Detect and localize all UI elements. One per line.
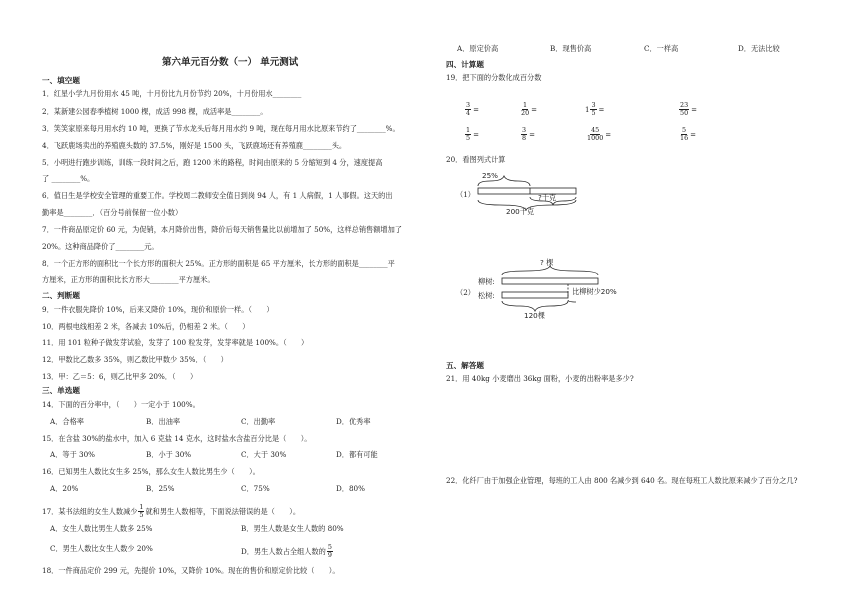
q20-part2-unknown: ? 棵 <box>540 258 554 267</box>
q19-item-4 <box>678 102 697 117</box>
q19-7-den: 1000 <box>587 134 604 142</box>
q19-3-eq: = <box>598 105 605 114</box>
q19-4-num: 23 <box>680 101 689 109</box>
q17-option-d-fraction <box>327 544 333 559</box>
section-calc: 四、计算题 <box>446 60 484 69</box>
q17-option-b: B．男生人数是女生人数的 80% <box>241 524 344 533</box>
q19-item-6 <box>520 127 535 142</box>
q18-option-c: C．一样高 <box>644 44 679 53</box>
q20-part2-total-brace <box>502 301 568 311</box>
question-7-cont: 20%。这种商品降价了________元。 <box>42 242 159 251</box>
q19-item-8 <box>679 127 696 142</box>
question-7: 7．一件商品原定价 60 元，为促销，本月降价出售，降价后每天销售量比以前增加了 50%，这样总销售额增加了 <box>42 225 402 234</box>
question-4: 4．飞跃鹿场卖出的养殖鹿头数的 37.5%，刚好是 1500 头，飞跃鹿场还有养殖鹿________头。 <box>42 141 347 150</box>
q19-8-num: 5 <box>682 126 687 134</box>
question-6: 6．值日生是学校安全管理的重要工作。学校周二教师安全值日到岗 94 人，有 1 人病假，1 人事假。这天的出 <box>42 191 393 200</box>
question-20: 20．看图列式计算 <box>446 155 506 164</box>
q19-3-den: 5 <box>591 109 596 117</box>
q20-part2-row2: 松树: <box>478 291 495 300</box>
question-5-cont: 了 ________%。 <box>42 174 95 183</box>
question-16: 16．已知男生人数比女生多 25%，那么女生人数比男生少（ ）。 <box>42 467 260 476</box>
q18-option-b: B．现售价高 <box>550 44 592 53</box>
section-judge: 二、判断题 <box>42 291 80 300</box>
q14-option-b: B．出油率 <box>146 417 181 426</box>
q19-4-eq: = <box>691 105 698 114</box>
q19-7-num: 45 <box>591 126 600 134</box>
q20-part2-label: （2） <box>456 288 475 297</box>
question-3: 3．笑笑家原来每月用水约 10 吨，更换了节水龙头后每月用水约 9 吨，现在每月用水比原来节约了________%。 <box>42 124 400 133</box>
question-11: 11．用 101 粒种子做发芽试验，发芽了 100 粒发芽，发芽率就是 100%。（ ） <box>42 338 309 347</box>
q15-option-c: C．大于 30% <box>241 450 287 459</box>
q19-2-num: 1 <box>523 101 528 109</box>
q19-6-den: 8 <box>522 134 527 142</box>
q14-option-d: D．优秀率 <box>336 417 371 426</box>
section-answer: 五、解答题 <box>446 361 484 370</box>
question-22: 22．化纤厂由于加强企业管理，每班的工人由 800 名减少到 640 名。现在每班工人数比原来减少了百分之几? <box>446 476 798 485</box>
q20-part1-diagram <box>478 176 576 210</box>
section-single: 三、单选题 <box>42 386 80 395</box>
q17-fraction-denominator: 5 <box>139 511 144 519</box>
question-15: 15．在含盐 30%的盐水中，加入 6 克盐 14 克水，这时盐水含盐百分比是（ ）。 <box>42 434 312 443</box>
question-14: 14．下面的百分率中，（ ）一定小于 100%。 <box>42 400 200 409</box>
question-12: 12．甲数比乙数多 35%，则乙数比甲数少 35%．（ ） <box>42 355 228 364</box>
q14-option-a: A．合格率 <box>50 417 84 426</box>
question-2: 2．某新建公园春季植树 1000 棵，成活 998 棵，成活率是________。 <box>42 107 268 116</box>
q19-item-2 <box>520 102 537 117</box>
q20-part1-label: （1） <box>456 190 475 199</box>
q20-part2-willow-bar <box>502 278 598 284</box>
question-10: 10．两根电线相差 2 米，各减去 10%后，仍相差 2 米。（ ） <box>42 322 250 331</box>
q17-option-d <box>241 544 334 559</box>
q20-part1-pct: 25% <box>482 171 498 180</box>
question-19: 19．把下面的分数化成百分数 <box>446 73 542 82</box>
question-5: 5．小明进行跑步训练，训练一段时间之后，跑 1200 米的路程，时间由原来的 5 分缩短到 4 分，速度提高 <box>42 158 383 167</box>
q18-option-a: A．原定价高 <box>457 44 499 53</box>
q19-5-num: 1 <box>466 126 471 134</box>
q17-fraction-numerator: 1 <box>139 503 144 511</box>
q19-item-3 <box>585 102 604 117</box>
q15-option-d: D．都有可能 <box>336 450 378 459</box>
section-fill: 一、填空题 <box>42 76 80 85</box>
q17-option-c: C．男生人数比女生人数少 20% <box>50 544 153 553</box>
q19-item-5 <box>464 127 479 142</box>
q20-part1-total: 200千克 <box>506 207 535 216</box>
q16-option-b: B．25% <box>146 484 175 493</box>
q19-8-den: 16 <box>680 134 689 142</box>
question-17 <box>42 504 300 519</box>
q19-2-eq: = <box>531 105 538 114</box>
q19-3-whole: 1 <box>585 105 590 114</box>
q20-part2-total: 120棵 <box>524 311 545 320</box>
q16-option-d: D．80% <box>336 484 365 493</box>
question-6-cont: 勤率是________．（百分号前保留一位小数） <box>42 208 183 217</box>
q20-part2-row1: 柳树: <box>478 277 495 286</box>
q19-8-eq: = <box>690 130 697 139</box>
q18-option-d: D．无法比较 <box>738 44 780 53</box>
q17-option-d-denominator: 9 <box>327 551 332 559</box>
q19-2-den: 20 <box>521 109 530 117</box>
q20-part2-compare-hook <box>568 300 576 302</box>
q19-item-7 <box>586 127 611 142</box>
question-8-cont: 方厘米，正方形的面积比长方形大________平方厘米。 <box>42 275 215 284</box>
q19-6-eq: = <box>529 130 535 139</box>
q17-option-d-numerator: 5 <box>327 543 332 551</box>
q19-1-den: 4 <box>466 109 471 117</box>
q19-5-den: 5 <box>466 134 471 142</box>
q17-stem-b: 就和男生人数相等，下面说法错误的是（ ）。 <box>145 507 301 516</box>
q19-item-1 <box>464 102 479 117</box>
q20-part1-unknown: ?千克 <box>538 193 557 202</box>
q19-4-den: 50 <box>680 109 689 117</box>
q20-part2-compare: 比柳树少20% <box>572 287 617 296</box>
q14-option-c: C．出勤率 <box>241 417 276 426</box>
q17-stem-a: 17．某书法组的女生人数减少 <box>42 507 138 516</box>
q19-1-eq: = <box>473 105 479 114</box>
q19-3-num: 3 <box>591 101 596 109</box>
q17-option-d-text: D．男生人数占全组人数的 <box>241 547 326 556</box>
question-21: 21．用 40kg 小麦磨出 36kg 面粉，小麦的出粉率是多少? <box>446 374 634 383</box>
q15-option-a: A．等于 30% <box>50 450 96 459</box>
question-1: 1．红星小学九月份用水 45 吨，十月份比九月份节约 20%，十月份用水________ <box>42 89 302 98</box>
q19-1-num: 3 <box>466 101 471 109</box>
q20-part1-bar <box>478 188 576 194</box>
q16-option-c: C．75% <box>241 484 270 493</box>
question-9: 9．一件衣服先降价 10%，后来又降价 10%，现价和原价一样。（ ） <box>42 305 274 314</box>
q17-fraction <box>138 504 144 519</box>
q15-option-b: B．小于 30% <box>146 450 192 459</box>
q19-7-eq: = <box>605 130 612 139</box>
q19-5-eq: = <box>473 130 479 139</box>
q20-part2-top-brace <box>502 266 598 275</box>
question-13: 13．甲：乙＝5：6，则乙比甲多 20%．（ ） <box>42 372 198 381</box>
question-8: 8．一个正方形的面积比一个长方形的面积大 25%。正方形的面积是 65 平方厘米，长方形的面积是________平 <box>42 259 395 268</box>
page-title: 第六单元百分数（一） 单元测试 <box>162 57 299 68</box>
q19-6-num: 3 <box>522 126 527 134</box>
q16-option-a: A．20% <box>50 484 79 493</box>
q17-option-a: A．女生人数比男生人数多 25% <box>50 524 153 533</box>
question-18: 18．一件商品定价 299 元，先提价 10%，又降价 10%。现在的售价和原定价比较（ ）。 <box>42 566 340 575</box>
q20-part2-pine-bar <box>502 292 568 298</box>
